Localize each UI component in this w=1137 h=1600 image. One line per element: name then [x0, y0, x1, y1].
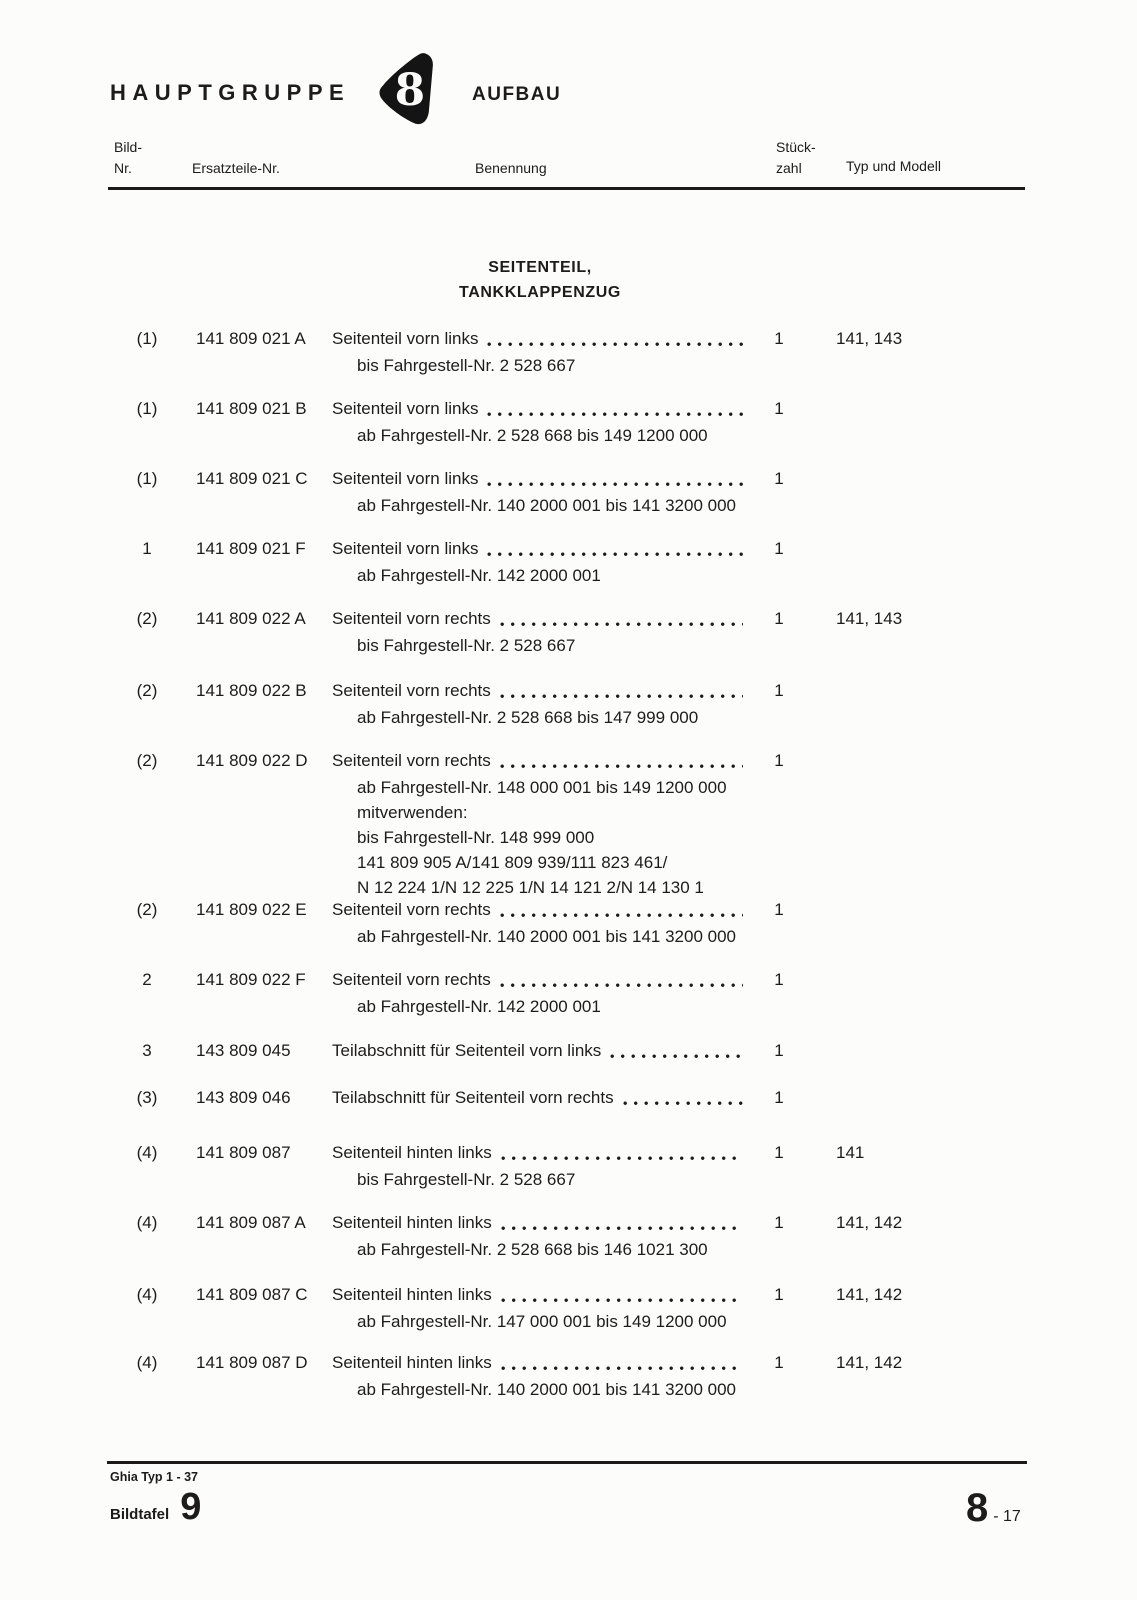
- dot-leader: [500, 983, 743, 988]
- bild-nr-cell: (4): [136, 1285, 158, 1304]
- bild-nr-cell: (2): [136, 681, 158, 700]
- model-cell: 141, 143: [836, 609, 903, 628]
- chassis-note-line: bis Fahrgestell-Nr. 2 528 667: [357, 356, 576, 375]
- part-name: Seitenteil vorn rechts: [332, 970, 491, 989]
- chassis-notes: [357, 493, 736, 518]
- part-name: Seitenteil hinten links: [332, 1213, 492, 1232]
- chassis-note-line: ab Fahrgestell-Nr. 142 2000 001: [357, 566, 601, 585]
- part-name-line: [332, 1282, 745, 1307]
- dot-leader: [487, 342, 743, 347]
- plate-label: Bildtafel: [110, 1506, 170, 1523]
- model-cell: 141, 142: [836, 1353, 903, 1372]
- part-name-line: [332, 396, 745, 421]
- group-number-badge: [376, 50, 438, 130]
- chassis-note-line: ab Fahrgestell-Nr. 140 2000 001 bis 141 3200 000: [357, 496, 736, 515]
- part-number-cell: 141 809 022 B: [196, 681, 307, 700]
- model-cell: 141: [836, 1143, 865, 1162]
- page-reference: [966, 1486, 1021, 1531]
- bild-nr-cell: (4): [136, 1213, 158, 1232]
- part-number-cell: 143 809 045: [196, 1041, 291, 1060]
- section-title: [0, 255, 1080, 305]
- dot-leader: [487, 482, 743, 487]
- part-number-cell: 141 809 021 A: [196, 329, 306, 348]
- part-name-line: [332, 536, 745, 561]
- chassis-note-line: mitverwenden:: [357, 803, 468, 822]
- chassis-note-line: ab Fahrgestell-Nr. 148 000 001 bis 149 1200 000: [357, 778, 727, 797]
- chassis-notes: [357, 705, 698, 730]
- part-name: Seitenteil hinten links: [332, 1143, 492, 1162]
- column-header-model: Typ und Modell: [846, 158, 941, 174]
- quantity-cell: 1: [774, 1143, 784, 1162]
- part-number-cell: 141 809 087 A: [196, 1213, 306, 1232]
- column-header-name: Benennung: [475, 160, 547, 176]
- part-name-line: [332, 1210, 745, 1235]
- dot-leader: [500, 622, 743, 627]
- plate-number: 9: [180, 1486, 202, 1528]
- part-name-line: [332, 897, 745, 922]
- column-header-qty: Stück-: [776, 139, 816, 155]
- dot-leader: [500, 913, 743, 918]
- chassis-note-line: ab Fahrgestell-Nr. 2 528 668 bis 146 1021 300: [357, 1240, 708, 1259]
- chassis-notes: [357, 775, 727, 900]
- dot-leader: [500, 764, 743, 769]
- column-header-qty-zahl: zahl: [776, 160, 802, 176]
- dot-leader: [501, 1298, 743, 1303]
- chassis-note-line: ab Fahrgestell-Nr. 147 000 001 bis 149 1200 000: [357, 1312, 727, 1331]
- chassis-notes: [357, 353, 575, 378]
- model-cell: 141, 142: [836, 1285, 903, 1304]
- page-reference-number: - 17: [993, 1508, 1021, 1525]
- bild-nr-cell: (2): [136, 900, 158, 919]
- chassis-notes: [357, 423, 708, 448]
- part-number-cell: 141 809 022 E: [196, 900, 307, 919]
- dot-leader: [500, 694, 743, 699]
- chassis-notes: [357, 1377, 736, 1402]
- bild-nr-cell: (2): [136, 751, 158, 770]
- quantity-cell: 1: [774, 329, 784, 348]
- bild-nr-cell: (2): [136, 609, 158, 628]
- part-name: Seitenteil vorn links: [332, 329, 479, 348]
- page-reference-group: 8: [966, 1486, 989, 1530]
- chassis-notes: [357, 1167, 575, 1192]
- part-name-line: [332, 967, 745, 992]
- chassis-note-line: ab Fahrgestell-Nr. 2 528 668 bis 147 999 000: [357, 708, 699, 727]
- model-cell: 141, 143: [836, 329, 903, 348]
- chassis-note-line: ab Fahrgestell-Nr. 142 2000 001: [357, 997, 601, 1016]
- bild-nr-cell: (4): [136, 1143, 158, 1162]
- part-number-cell: 141 809 022 F: [196, 970, 306, 989]
- dot-leader: [610, 1054, 743, 1059]
- dot-leader: [501, 1366, 743, 1371]
- part-number-cell: 141 809 087 D: [196, 1353, 308, 1372]
- main-group-label: HAUPTGRUPPE: [110, 80, 351, 105]
- quantity-cell: 1: [774, 900, 784, 919]
- part-number-cell: 141 809 022 D: [196, 751, 308, 770]
- part-name-line: [332, 748, 745, 773]
- chassis-note-line: bis Fahrgestell-Nr. 2 528 667: [357, 636, 576, 655]
- chassis-note-line: ab Fahrgestell-Nr. 2 528 668 bis 149 1200 000: [357, 426, 708, 445]
- part-number-cell: 141 809 021 C: [196, 469, 308, 488]
- plate-reference: [110, 1486, 201, 1529]
- footer-rule: [107, 1461, 1027, 1464]
- quantity-cell: 1: [774, 681, 784, 700]
- chassis-notes: [357, 994, 601, 1019]
- bild-nr-cell: 3: [142, 1041, 152, 1060]
- part-name-line: [332, 1038, 745, 1063]
- chassis-note-line: ab Fahrgestell-Nr. 140 2000 001 bis 141 3200 000: [357, 927, 736, 946]
- part-number-cell: 143 809 046: [196, 1088, 291, 1107]
- part-name-line: [332, 326, 745, 351]
- quantity-cell: 1: [774, 1353, 784, 1372]
- part-name-line: [332, 1350, 745, 1375]
- part-name-line: [332, 606, 745, 631]
- dot-leader: [487, 412, 743, 417]
- bild-nr-cell: (1): [136, 399, 158, 418]
- bild-nr-cell: (4): [136, 1353, 158, 1372]
- quantity-cell: 1: [774, 399, 784, 418]
- part-number-cell: 141 809 022 A: [196, 609, 306, 628]
- dot-leader: [501, 1156, 743, 1161]
- part-name-line: [332, 678, 745, 703]
- section-title-line1: SEITENTEIL,: [488, 259, 592, 276]
- group-number: 8: [394, 65, 426, 117]
- bild-nr-cell: (3): [136, 1088, 158, 1107]
- chassis-note-line: 141 809 905 A/141 809 939/111 823 461/: [357, 853, 668, 872]
- chassis-note-line: N 12 224 1/N 12 225 1/N 14 121 2/N 14 130 1: [357, 878, 704, 897]
- quantity-cell: 1: [774, 1213, 784, 1232]
- quantity-cell: 1: [774, 751, 784, 770]
- bild-nr-cell: (1): [136, 329, 158, 348]
- part-number-cell: 141 809 087: [196, 1143, 291, 1162]
- chassis-note-line: ab Fahrgestell-Nr. 140 2000 001 bis 141 3200 000: [357, 1380, 736, 1399]
- model-cell: 141, 142: [836, 1213, 903, 1232]
- dot-leader: [501, 1226, 743, 1231]
- footer-model-range: Ghia Typ 1 - 37: [110, 1470, 198, 1484]
- column-header-part-number: Ersatzteile-Nr.: [192, 160, 280, 176]
- chassis-notes: [357, 1237, 708, 1262]
- part-name-line: [332, 466, 745, 491]
- chassis-notes: [357, 633, 575, 658]
- chassis-notes: [357, 1309, 727, 1334]
- part-name: Teilabschnitt für Seitenteil vorn rechts: [332, 1088, 614, 1107]
- part-name-line: [332, 1140, 745, 1165]
- part-name: Seitenteil vorn rechts: [332, 681, 491, 700]
- chassis-notes: [357, 563, 601, 588]
- quantity-cell: 1: [774, 1285, 784, 1304]
- quantity-cell: 1: [774, 539, 784, 558]
- part-name: Seitenteil vorn links: [332, 469, 479, 488]
- dot-leader: [487, 552, 743, 557]
- part-name: Seitenteil hinten links: [332, 1285, 492, 1304]
- quantity-cell: 1: [774, 970, 784, 989]
- part-name: Seitenteil vorn links: [332, 399, 479, 418]
- chassis-note-line: bis Fahrgestell-Nr. 148 999 000: [357, 828, 595, 847]
- part-name: Seitenteil hinten links: [332, 1353, 492, 1372]
- header-rule: [108, 187, 1025, 190]
- part-number-cell: 141 809 087 C: [196, 1285, 308, 1304]
- bild-nr-cell: (1): [136, 469, 158, 488]
- chassis-notes: [357, 924, 736, 949]
- part-number-cell: 141 809 021 B: [196, 399, 307, 418]
- bild-nr-cell: 2: [142, 970, 152, 989]
- part-name: Seitenteil vorn rechts: [332, 751, 491, 770]
- part-name: Seitenteil vorn links: [332, 539, 479, 558]
- part-name-line: [332, 1085, 745, 1110]
- chassis-note-line: bis Fahrgestell-Nr. 2 528 667: [357, 1170, 576, 1189]
- column-header-bild-nr: Nr.: [114, 160, 132, 176]
- quantity-cell: 1: [774, 469, 784, 488]
- part-number-cell: 141 809 021 F: [196, 539, 306, 558]
- dot-leader: [623, 1101, 743, 1106]
- part-name: Teilabschnitt für Seitenteil vorn links: [332, 1041, 602, 1060]
- group-name-label: AUFBAU: [472, 84, 562, 105]
- quantity-cell: 1: [774, 609, 784, 628]
- quantity-cell: 1: [774, 1088, 784, 1107]
- quantity-cell: 1: [774, 1041, 784, 1060]
- bild-nr-cell: 1: [142, 539, 152, 558]
- part-name: Seitenteil vorn rechts: [332, 609, 491, 628]
- section-title-line2: TANKKLAPPENZUG: [459, 284, 621, 301]
- column-header-bild: Bild-: [114, 139, 143, 155]
- part-name: Seitenteil vorn rechts: [332, 900, 491, 919]
